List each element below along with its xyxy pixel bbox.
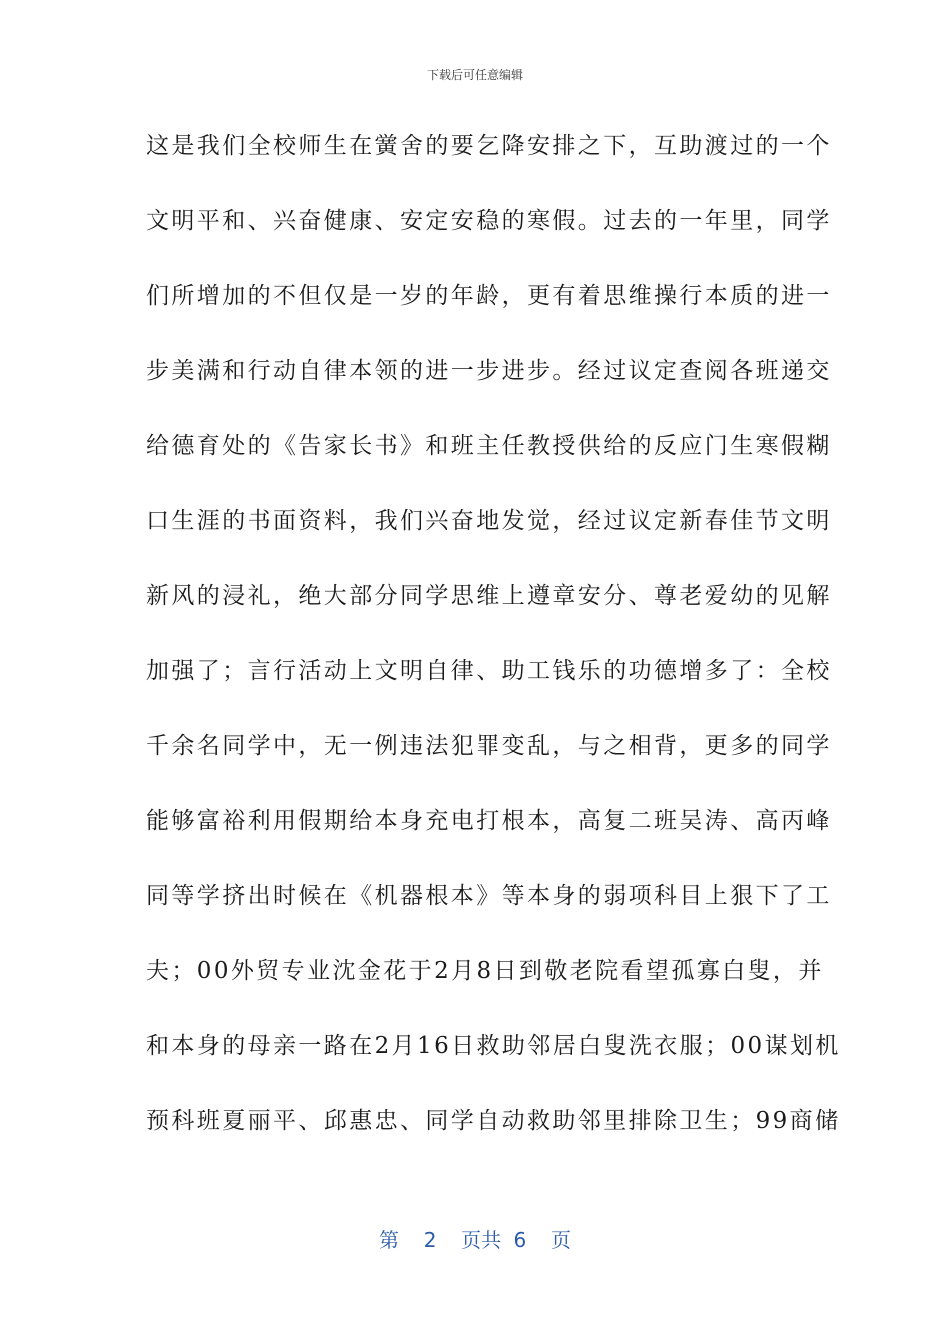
body-line: 同等学挤出时候在《机器根本》等本身的弱项科目上狠下了工 [146, 883, 832, 909]
body-line: 能够富裕利用假期给本身充电打根本，高复二班吴涛、高丙峰 [146, 808, 832, 834]
body-line: 加强了；言行活动上文明自律、助工钱乐的功德增多了：全校 [146, 658, 832, 684]
body-line: 新风的浸礼，绝大部分同学思维上遵章安分、尊老爱幼的见解 [146, 583, 832, 609]
body-line: 们所增加的不但仅是一岁的年龄，更有着思维操行本质的进一 [146, 283, 832, 309]
body-line: 和本身的母亲一路在2月16日救助邻居白叟洗衣服；00谋划机 [146, 1033, 841, 1059]
body-line: 口生涯的书面资料，我们兴奋地发觉，经过议定新春佳节文明 [146, 508, 832, 534]
body-line: 预科班夏丽平、邱惠忠、同学自动救助邻里排除卫生；99商储 [146, 1108, 841, 1134]
body-line: 夫；00外贸专业沈金花于2月8日到敬老院看望孤寡白叟，并 [146, 958, 824, 984]
body-line: 文明平和、兴奋健康、安定安稳的寒假。过去的一年里，同学 [146, 208, 832, 234]
body-line: 这是我们全校师生在黉舍的要乞降安排之下，互助渡过的一个 [146, 133, 832, 159]
document-body [146, 120, 841, 1170]
body-line: 给德育处的《告家长书》和班主任教授供给的反应门生寒假糊 [146, 433, 832, 459]
body-line: 千余名同学中，无一例违法犯罪变乱，与之相背，更多的同学 [146, 733, 832, 759]
page-header: 下载后可任意编辑 [426, 68, 523, 82]
page-number-label: 第 2 页共 6 页 [379, 1228, 571, 1252]
body-line: 步美满和行动自律本领的进一步进步。经过议定查阅各班递交 [146, 358, 832, 384]
page-number-footer [0, 1224, 950, 1253]
